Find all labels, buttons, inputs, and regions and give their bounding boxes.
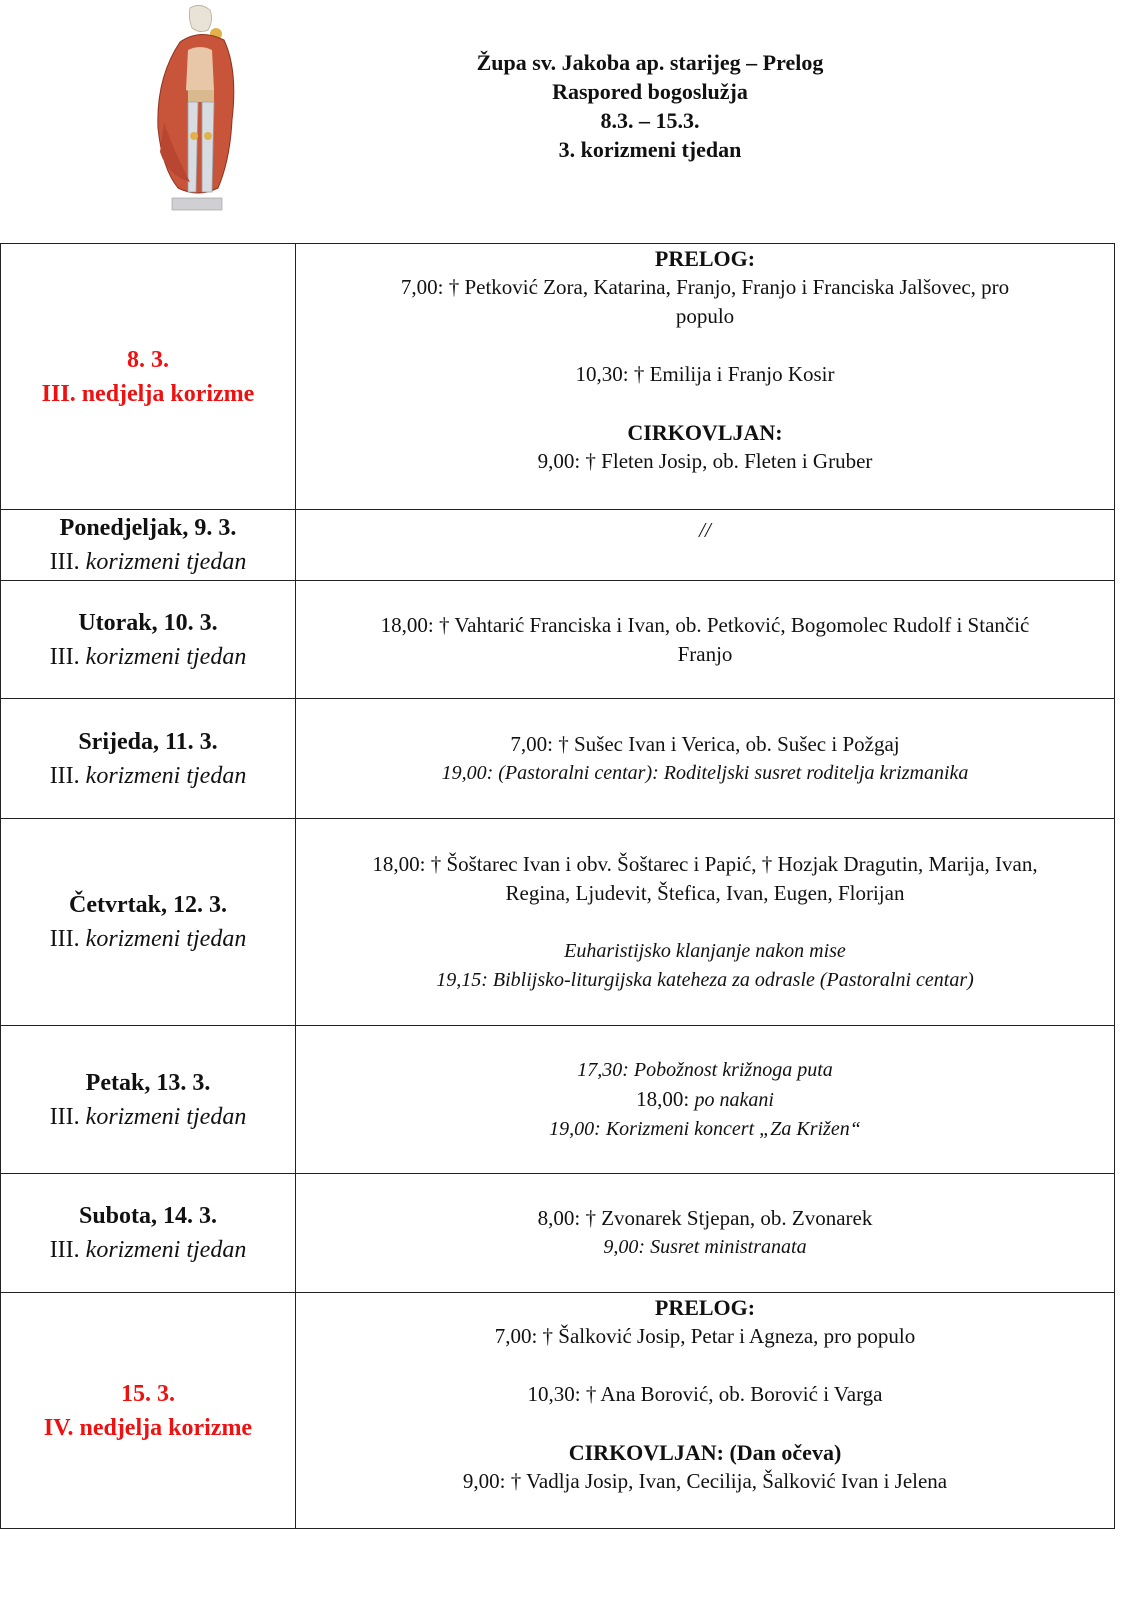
week-label: korizmeni tjedan	[85, 1237, 247, 1263]
mass-cell	[296, 699, 1115, 819]
table-row	[1, 699, 1115, 819]
day-subtitle	[9, 1233, 287, 1267]
mass-line: 10,30: † Ana Borović, ob. Borović i Varga	[527, 1382, 883, 1406]
table-row	[1, 1174, 1115, 1293]
day-date: Četvrtak, 12. 3.	[69, 892, 227, 918]
location-heading: CIRKOVLJAN:	[627, 420, 783, 445]
table-row	[1, 510, 1115, 581]
mass-cell	[296, 581, 1115, 699]
day-cell	[1, 244, 296, 510]
mass-line: 18,00: † Šoštarec Ivan i obv. Šoštarec i Papić, † Hozjak Dragutin, Marija, Ivan,	[372, 851, 1038, 876]
day-cell	[1, 510, 296, 581]
day-date: Utorak, 10. 3.	[78, 609, 218, 636]
day-cell	[1, 699, 296, 819]
week-label: korizmeni tjedan	[85, 1103, 247, 1130]
mass-line: 18,00: † Vahtarić Franciska i Ivan, ob. Petković, Bogomolec Rudolf i Stančić	[380, 612, 1030, 637]
document-title-block	[350, 48, 950, 164]
day-date: Srijeda, 11. 3.	[78, 728, 218, 755]
no-mass-marker: //	[699, 518, 711, 542]
week-numeral: III.	[49, 643, 80, 670]
week-numeral: III.	[49, 1237, 80, 1263]
week-label: korizmeni tjedan	[85, 926, 247, 952]
mass-line: Franjo	[677, 641, 733, 666]
day-title: III. nedjelja korizme	[41, 380, 255, 407]
day-cell	[1, 581, 296, 699]
week-numeral: III.	[49, 549, 80, 575]
day-subtitle	[9, 1100, 287, 1134]
mass-line: 8,00: † Zvonarek Stjepan, ob. Zvonarek	[537, 1206, 873, 1230]
day-date: 8. 3.	[127, 346, 169, 373]
table-row	[1, 1293, 1115, 1529]
table-row	[1, 244, 1115, 510]
week-label: 3. korizmeni tjedan	[558, 137, 742, 162]
week-label: korizmeni tjedan	[85, 762, 247, 789]
day-date: Petak, 13. 3.	[85, 1069, 211, 1096]
day-cell	[1, 1293, 296, 1529]
location-heading: CIRKOVLJAN: (Dan očeva)	[568, 1440, 842, 1465]
week-label: korizmeni tjedan	[85, 643, 247, 670]
mass-line: Regina, Ljudevit, Štefica, Ivan, Eugen, Florijan	[505, 880, 905, 905]
mass-cell	[296, 244, 1115, 510]
event-line: 19,00: (Pastoralni centar): Roditeljski susret roditelja krizmanika	[441, 761, 969, 784]
day-date: Ponedjeljak, 9. 3.	[59, 515, 237, 541]
mass-line: populo	[675, 304, 735, 328]
mass-line: 7,00: † Šalković Josip, Petar i Agneza, pro populo	[494, 1324, 916, 1348]
mass-cell	[296, 1293, 1115, 1529]
event-line: 19,00: Korizmeni koncert „Za Križen“	[549, 1117, 861, 1140]
mass-intention: po nakani	[694, 1088, 774, 1111]
day-date: 15. 3.	[121, 1380, 175, 1407]
table-row	[1, 581, 1115, 699]
mass-cell	[296, 819, 1115, 1026]
day-cell	[1, 819, 296, 1026]
mass-line	[304, 1085, 1106, 1115]
day-title: IV. nedjelja korizme	[43, 1414, 253, 1441]
mass-line: 10,30: † Emilija i Franjo Kosir	[575, 362, 835, 386]
event-line: 19,15: Biblijsko-liturgijska kateheza za odrasle (Pastoralni centar)	[436, 968, 974, 991]
mass-time: 18,00:	[636, 1086, 690, 1111]
day-subtitle	[9, 640, 287, 674]
day-date: Subota, 14. 3.	[78, 1203, 218, 1229]
day-cell	[1, 1174, 296, 1293]
event-line: 9,00: Susret ministranata	[603, 1236, 807, 1258]
location-heading: PRELOG:	[654, 246, 756, 271]
date-range: 8.3. – 15.3.	[600, 108, 700, 133]
week-numeral: III.	[49, 926, 80, 952]
saint-james-statue-icon	[150, 2, 250, 212]
day-subtitle	[9, 922, 287, 956]
table-row	[1, 1026, 1115, 1174]
mass-line: 7,00: † Sušec Ivan i Verica, ob. Sušec i Požgaj	[510, 731, 900, 756]
schedule-title: Raspored bogoslužja	[552, 79, 748, 104]
mass-line: 7,00: † Petković Zora, Katarina, Franjo, Franjo i Franciska Jalšovec, pro	[400, 275, 1010, 299]
week-numeral: III.	[49, 762, 80, 789]
page-header	[0, 0, 1138, 230]
parish-name: Župa sv. Jakoba ap. starijeg – Prelog	[476, 50, 824, 75]
mass-line: 9,00: † Vadlja Josip, Ivan, Cecilija, Šalković Ivan i Jelena	[462, 1469, 948, 1493]
day-cell	[1, 1026, 296, 1174]
week-label: korizmeni tjedan	[85, 549, 247, 575]
event-line: 17,30: Pobožnost križnoga puta	[577, 1058, 833, 1081]
mass-cell	[296, 1174, 1115, 1293]
mass-cell	[296, 1026, 1115, 1174]
day-subtitle	[9, 545, 287, 579]
location-heading: PRELOG:	[654, 1295, 756, 1320]
table-row	[1, 819, 1115, 1026]
day-subtitle	[9, 759, 287, 793]
mass-line: 9,00: † Fleten Josip, ob. Fleten i Gruber	[537, 449, 873, 473]
event-line: Euharistijsko klanjanje nakon mise	[564, 939, 846, 962]
mass-cell	[296, 510, 1115, 581]
week-numeral: III.	[49, 1103, 80, 1130]
schedule-table	[0, 243, 1115, 1529]
